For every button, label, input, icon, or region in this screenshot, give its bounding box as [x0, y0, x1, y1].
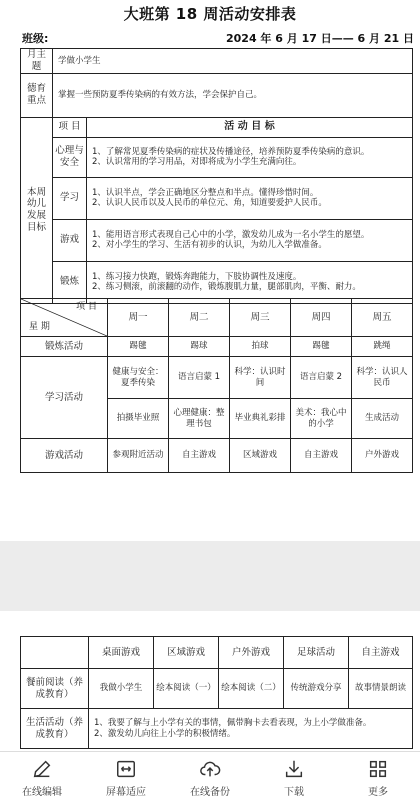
game-cell: 参观附近活动: [108, 439, 169, 473]
goal-line: 2、练习侧滚，前滚翻的动作，锻炼腹肌力量，腿部肌肉，平衡、耐力。: [92, 282, 361, 293]
learning-cell: 美术：我心中的小学: [291, 399, 352, 439]
activity-header: 足球活动: [284, 637, 349, 669]
goal-line: 1、能用语言形式表现自己心中的小学，激发幼儿成为一名小学生的愿望。: [92, 229, 370, 240]
game-cell: 自主游戏: [291, 439, 352, 473]
life-row-label: 生活活动（养成教育）: [21, 709, 89, 749]
learning-cell: 健康与安全：夏季传染: [108, 357, 169, 399]
learning-cell: 科学：认识人民币: [352, 357, 413, 399]
daily-routine-table: [20, 636, 413, 749]
day-header: 周五: [352, 299, 413, 337]
reading-cell: 传统游戏分享: [284, 669, 349, 709]
class-label: 班级:: [22, 32, 49, 45]
focus-value: 掌握一些预防夏季传染病的有效方法，学会保护自己。: [53, 73, 413, 117]
learning-cell: 科学：认识时间: [230, 357, 291, 399]
exercise-cell: 踢球: [169, 337, 230, 357]
activity-header: 自主游戏: [349, 637, 413, 669]
download-icon: [283, 758, 305, 780]
pencil-icon: [31, 758, 53, 780]
goal-lines-exercise: [87, 261, 413, 303]
reading-cell: 绘本阅读（二）: [219, 669, 284, 709]
goal-line: 2、认识人民币以及人民币的单位元、角，知道要爱护人民币。: [92, 198, 327, 209]
day-header: 周三: [230, 299, 291, 337]
goal-line: 1、了解常见夏季传染病的症状及传播途径，培养预防夏季传染病的意识。: [92, 146, 370, 157]
document-title: 大班第 18 周活动安排表: [123, 5, 297, 23]
download-label: 下载: [284, 787, 304, 798]
game-row-label: 游戏活动: [21, 439, 108, 473]
life-line: 2、激发幼儿向往上小学的积极情绪。: [94, 728, 236, 739]
grid-icon: [367, 758, 389, 780]
download-button[interactable]: [252, 752, 336, 798]
reading-row-label: 餐前阅读（养成教育）: [21, 669, 89, 709]
life-lines: [89, 709, 413, 749]
goals-side-label: 本周幼儿发展目标: [21, 117, 53, 303]
goal-lines-game: [87, 219, 413, 261]
learning-cell: 拍摄毕业照: [108, 399, 169, 439]
exercise-cell: 踢毽: [291, 337, 352, 357]
date-range: 2024 年 6 月 17 日—— 6 月 21 日: [225, 32, 414, 45]
learning-cell: 语言启蒙 1: [169, 357, 230, 399]
reading-cell: 绘本阅读（一）: [154, 669, 219, 709]
blank-cell: [21, 637, 89, 669]
game-cell: 自主游戏: [169, 439, 230, 473]
learning-cell: 语言启蒙 2: [291, 357, 352, 399]
goals-table: [20, 48, 413, 304]
page-gap: [0, 541, 420, 611]
goal-lines-psych: [87, 137, 413, 177]
exercise-cell: 跳绳: [352, 337, 413, 357]
document-page-2: [0, 611, 420, 751]
reading-cell: 我做小学生: [89, 669, 154, 709]
day-header: 周四: [291, 299, 352, 337]
fit-screen-icon: [115, 758, 137, 780]
day-header: 周二: [169, 299, 230, 337]
more-button[interactable]: [336, 752, 420, 798]
goal-line: 1、练习接力快跑，锻炼奔跑能力，下肢协调性及速度。: [92, 271, 302, 282]
goal-name-game: 游戏: [53, 219, 87, 261]
schedule-corner: [21, 299, 108, 337]
fit-screen-button[interactable]: [84, 752, 168, 798]
goal-line: 2、认识常用的学习用品，对即将成为小学生充满向往。: [92, 157, 302, 168]
goal-lines-study: [87, 177, 413, 219]
goal-name-exercise: 锻炼: [53, 261, 87, 303]
game-cell: 区域游戏: [230, 439, 291, 473]
theme-label: 月主题: [21, 49, 53, 74]
goals-header-item: 项 目: [53, 117, 87, 137]
activity-header: 区域游戏: [154, 637, 219, 669]
online-edit-button[interactable]: [0, 752, 84, 798]
game-cell: 户外游戏: [352, 439, 413, 473]
learning-row-label: 学习活动: [21, 357, 108, 439]
learning-cell: 生成活动: [352, 399, 413, 439]
goal-line: 1、认识半点，学会正确地区分整点和半点。懂得珍惜时间。: [92, 187, 319, 198]
focus-label: 德育重点: [21, 73, 53, 117]
goal-line: 2、对小学生的学习、生活有初步的认识，为幼儿入学做准备。: [92, 240, 327, 251]
life-line: 1、我要了解与上小学有关的事情，佩带胸卡去看表现，为上小学做准备。: [94, 717, 372, 728]
online-backup-label: 在线备份: [190, 787, 230, 798]
activity-header: 户外游戏: [219, 637, 284, 669]
bottom-toolbar: [0, 751, 420, 802]
schedule-table: [20, 298, 413, 473]
online-edit-label: 在线编辑: [22, 787, 62, 798]
theme-value: 学做小学生: [53, 49, 413, 74]
goal-name-study: 学习: [53, 177, 87, 219]
exercise-cell: 拍球: [230, 337, 291, 357]
exercise-row-label: 锻炼活动: [21, 337, 108, 357]
goals-header-goal: 活 动 目 标: [87, 117, 413, 137]
more-label: 更多: [368, 787, 388, 798]
cloud-upload-icon: [199, 758, 221, 780]
corner-bottom-label: 星 期: [29, 321, 50, 332]
learning-cell: 心理健康：整理书包: [169, 399, 230, 439]
online-backup-button[interactable]: [168, 752, 252, 798]
learning-cell: 毕业典礼彩排: [230, 399, 291, 439]
goal-name-psych: 心理与安全: [53, 137, 87, 177]
corner-top-label: 项 目: [76, 302, 97, 312]
fit-screen-label: 屏幕适应: [106, 787, 146, 798]
reading-cell: 故事情景朗读: [349, 669, 413, 709]
day-header: 周一: [108, 299, 169, 337]
activity-header: 桌面游戏: [89, 637, 154, 669]
exercise-cell: 踢毽: [108, 337, 169, 357]
